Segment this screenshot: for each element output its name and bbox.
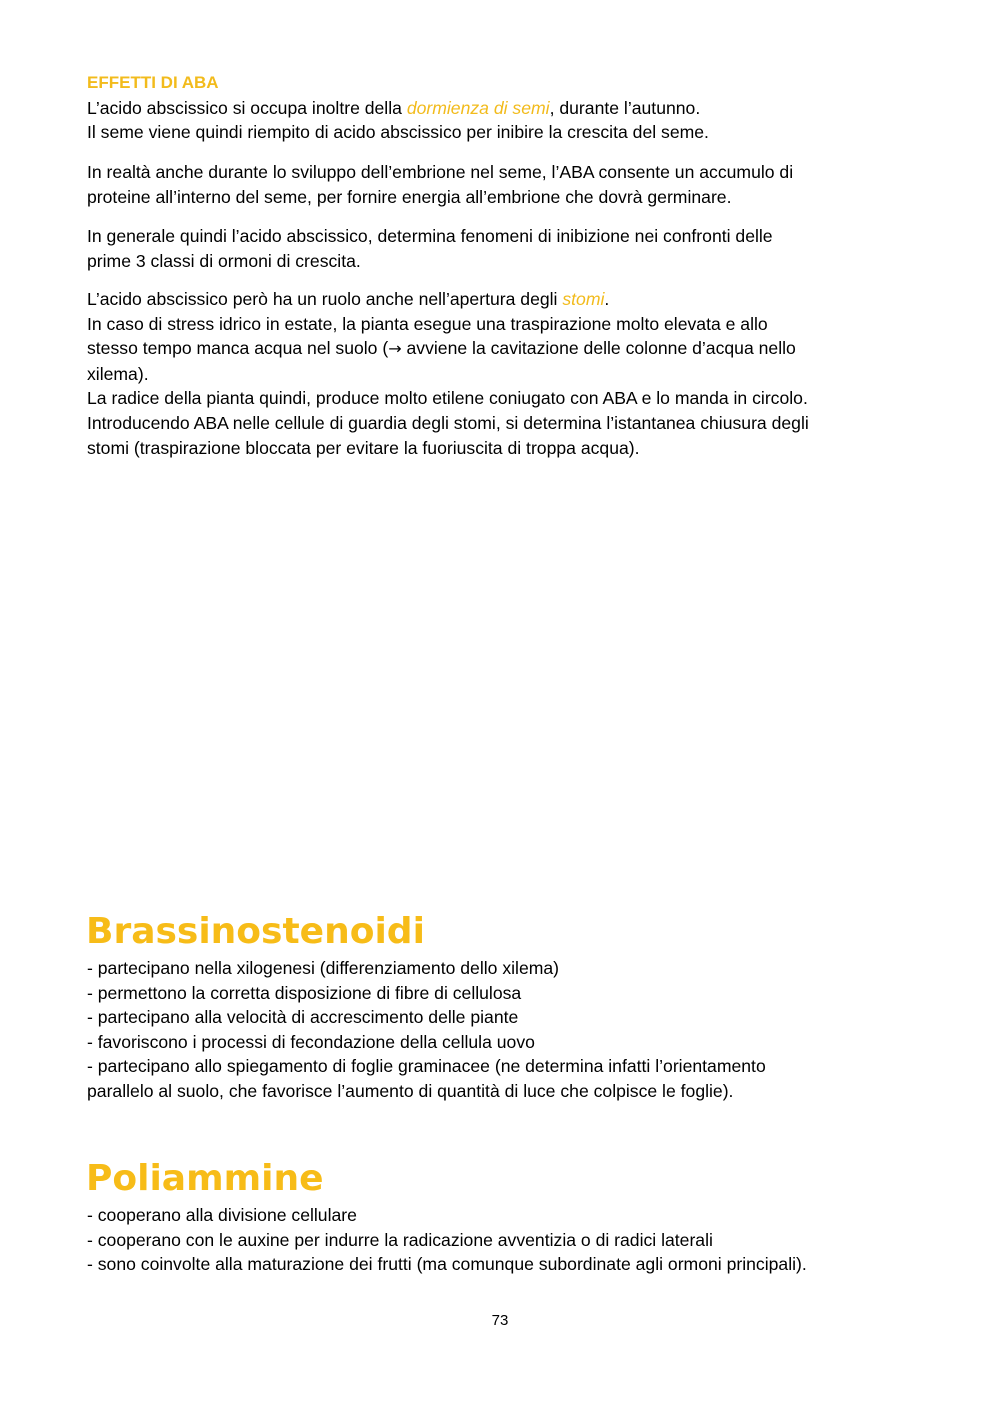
aba-paragraph-4-line-1 bbox=[87, 287, 927, 312]
aba-paragraph-2 bbox=[87, 160, 927, 209]
aba-paragraph-3-line-1: In generale quindi l’acido abscissico, determina fenomeni di inibizione nei confronti delle bbox=[87, 226, 773, 246]
list-item: - partecipano alla velocità di accrescimento delle piante bbox=[87, 1007, 519, 1028]
text-segment: L’acido abscissico si occupa inoltre della bbox=[87, 97, 407, 118]
list-item: - favoriscono i processi di fecondazione della cellula uovo bbox=[87, 1031, 535, 1052]
list-item: - cooperano alla divisione cellulare bbox=[87, 1205, 357, 1225]
aba-paragraph-4-line-7: stomi (traspirazione bloccata per evitare la fuoriuscita di troppa acqua). bbox=[87, 437, 640, 458]
text-segment: . bbox=[604, 289, 610, 309]
text-segment: avviene la cavitazione delle colonne d’acqua nello bbox=[401, 338, 796, 359]
highlight-dormienza: dormienza di semi bbox=[406, 97, 550, 118]
aba-paragraph-2-line-2: proteine all’interno del seme, per fornire energia all’embrione che dovrà germinare. bbox=[87, 186, 732, 207]
aba-paragraph-4-line-6: Introducendo ABA nelle cellule di guardia degli stomi, si determina l’istantanea chiusura degli bbox=[87, 412, 809, 433]
brassinostenoidi-list bbox=[87, 956, 927, 1104]
aba-paragraph-4-line-4: xilema). bbox=[87, 363, 149, 384]
aba-heading: EFFETTI DI ABA bbox=[87, 73, 219, 92]
list-item: - cooperano con le auxine per indurre la radicazione avventizia o di radici laterali bbox=[87, 1229, 713, 1250]
highlight-stomi: stomi bbox=[562, 289, 605, 309]
list-item: - permettono la corretta disposizione di fibre di cellulosa bbox=[87, 982, 522, 1003]
aba-paragraph-4-line-2: In caso di stress idrico in estate, la pianta esegue una traspirazione molto elevata e allo bbox=[87, 313, 768, 334]
aba-paragraph-3 bbox=[87, 224, 927, 273]
list-item: - partecipano nella xilogenesi (differenziamento dello xilema) bbox=[87, 958, 560, 978]
aba-paragraph-4-line-3 bbox=[87, 336, 927, 362]
aba-paragraph-2-line-1: In realtà anche durante lo sviluppo dell’embrione nel seme, l’ABA consente un accumulo di bbox=[87, 162, 794, 182]
aba-paragraph-4-line-5: La radice della pianta quindi, produce molto etilene coniugato con ABA e lo manda in circolo. bbox=[87, 388, 808, 409]
poliammine-heading: Poliammine bbox=[86, 1158, 324, 1199]
list-item: - partecipano allo spiegamento di foglie graminacee (ne determina infatti l’orientamento bbox=[87, 1056, 766, 1077]
aba-paragraph-3-line-2: prime 3 classi di ormoni di crescita. bbox=[87, 250, 361, 271]
poliammine-list bbox=[87, 1203, 927, 1277]
text-segment: L’acido abscissico però ha un ruolo anche nell’apertura degli bbox=[87, 289, 563, 309]
text-segment: stesso tempo manca acqua nel suolo ( bbox=[87, 338, 389, 359]
list-item: - sono coinvolte alla maturazione dei frutti (ma comunque subordinate agli ormoni principali). bbox=[87, 1254, 807, 1275]
brassinostenoidi-heading: Brassinostenoidi bbox=[86, 911, 425, 952]
arrow-right-icon: → bbox=[388, 339, 402, 359]
page-number: 73 bbox=[491, 1312, 509, 1329]
list-item-continuation: parallelo al suolo, che favorisce l’aumento di quantità di luce che colpisce le foglie). bbox=[87, 1080, 734, 1101]
aba-paragraph-1-line-1 bbox=[87, 96, 927, 121]
text-segment: , durante l’autunno. bbox=[549, 97, 701, 118]
aba-paragraph-4 bbox=[87, 287, 927, 460]
aba-paragraph-1-line-2: Il seme viene quindi riempito di acido abscissico per inibire la crescita del seme. bbox=[87, 122, 709, 143]
aba-section bbox=[87, 71, 927, 145]
